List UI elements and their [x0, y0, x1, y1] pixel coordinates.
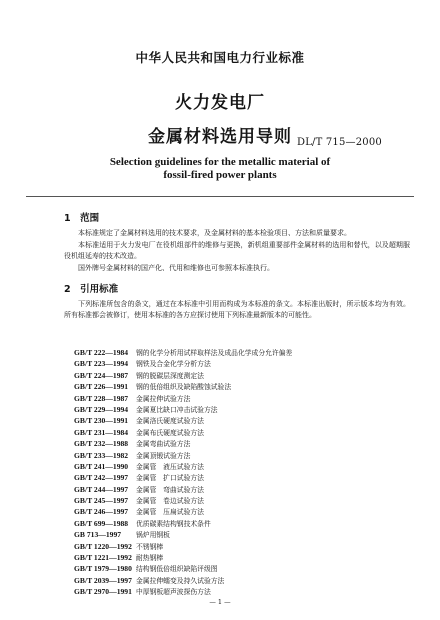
list-item — [74, 370, 292, 381]
standard-number: GB/T 245—1997 — [74, 496, 129, 506]
standard-name: 金属布氏硬度试验方法 — [136, 428, 204, 437]
standard-number: GB/T 241—1990 — [74, 461, 129, 471]
standard-number: GB/T 228—1987 — [74, 393, 129, 403]
list-item — [74, 586, 292, 597]
document-title: 火力发电厂 — [175, 93, 265, 113]
standard-number: GB/T 242—1997 — [74, 473, 129, 483]
list-item — [74, 427, 292, 438]
standard-number: GB/T 2039—1997 — [74, 575, 132, 585]
standard-number: GB/T 2970—1991 — [74, 587, 132, 597]
standard-number: GB/T 230—1991 — [74, 416, 129, 426]
standard-name: 金属管 卷边试验方法 — [136, 497, 204, 506]
section-heading-scope: 1 范围 — [64, 213, 100, 224]
list-item — [74, 438, 292, 449]
standard-name: 钢的低倍组织及缺陷酸蚀试验法 — [136, 383, 232, 392]
standard-name: 锅炉用钢板 — [136, 531, 170, 540]
standard-number: GB/T 223—1994 — [74, 359, 129, 369]
document-subtitle: 金属材料选用导则 — [148, 127, 292, 147]
list-item — [74, 415, 292, 426]
standard-name: 金属夏比缺口冲击试验方法 — [136, 405, 218, 414]
standard-name: 中厚钢板超声波探伤方法 — [136, 588, 211, 597]
paragraph: 国外牌号金属材料的国产化、代用和维修也可参照本标准执行。 — [78, 264, 274, 272]
list-item — [74, 484, 292, 495]
list-item — [74, 358, 292, 369]
standard-number: GB/T 244—1997 — [74, 484, 129, 494]
standard-name: 金属管 弯曲试验方法 — [136, 485, 204, 494]
standard-number: GB/T 224—1987 — [74, 370, 129, 380]
standard-number: GB/T 232—1988 — [74, 439, 129, 449]
list-item — [74, 472, 292, 483]
list-item — [74, 381, 292, 392]
list-item — [74, 575, 292, 586]
reference-list — [74, 347, 292, 598]
standard-number: GB/T 231—1984 — [74, 427, 129, 437]
list-item — [74, 495, 292, 506]
standard-name: 钢铁及合金化学分析方法 — [136, 360, 211, 369]
standard-name: 结构钢低倍组织缺陷评级图 — [136, 565, 218, 574]
divider-rule — [26, 196, 414, 197]
standard-name: 不锈钢棒 — [136, 542, 164, 551]
standard-name: 金属管 压扁试验方法 — [136, 508, 204, 517]
standard-number: GB/T 246—1997 — [74, 507, 129, 517]
standard-code: DL/T 715—2000 — [296, 137, 382, 148]
standard-name: 金属管 液压试验方法 — [136, 462, 204, 471]
list-item — [74, 541, 292, 552]
list-item — [74, 450, 292, 461]
section-heading-references: 2 引用标准 — [64, 284, 119, 295]
english-title — [0, 156, 440, 182]
list-item — [74, 404, 292, 415]
standard-name: 优质碳素结构钢技术条件 — [136, 519, 211, 528]
list-item — [74, 347, 292, 358]
english-title-line-2: fossil-fired power plants — [163, 169, 277, 181]
paragraph: 本标准适用于火力发电厂在役机组部件的维修与更换，新机组重要部件金属材料的选用和替代，以及超期服役机组延寿的技术改造。 — [64, 241, 410, 260]
list-item — [74, 393, 292, 404]
standard-number: GB/T 699—1988 — [74, 518, 129, 528]
list-item — [74, 506, 292, 517]
standard-name: 耐热钢棒 — [136, 554, 164, 563]
standard-name: 金属管 扩口试验方法 — [136, 474, 204, 483]
standard-number: GB/T 229—1994 — [74, 404, 129, 414]
list-item — [74, 563, 292, 574]
standard-name: 金属洛氏硬度试验方法 — [136, 417, 204, 426]
standard-number: GB/T 233—1982 — [74, 450, 129, 460]
standard-number: GB/T 1221—1992 — [74, 553, 132, 563]
english-title-line-1: Selection guidelines for the metallic material of — [109, 156, 331, 168]
page-number: — 1 — — [209, 598, 231, 606]
standard-name: 金属拉伸试验方法 — [136, 394, 191, 403]
paragraph: 下列标准所包含的条文，通过在本标准中引用而构成为本标准的条文。本标准出版时，所示版本均为有效。所有标准都会被修订，使用本标准的各方应探讨使用下列标准最新版本的可能性。 — [64, 300, 410, 319]
list-item — [74, 518, 292, 529]
standard-name: 金属拉伸蠕变及持久试验方法 — [136, 576, 225, 585]
standard-name: 钢的脱碳层深度测定法 — [136, 371, 204, 380]
paragraph: 本标准规定了金属材料选用的技术要求，及金属材料的基本检验项目、方法和质量要求。 — [78, 229, 351, 237]
standard-name: 金属弯曲试验方法 — [136, 440, 191, 449]
list-item — [74, 529, 292, 540]
list-item — [74, 552, 292, 563]
standard-name: 钢的化学分析用试样取样法及成品化学成分允许偏差 — [136, 349, 293, 357]
standard-number: GB 713—1997 — [74, 530, 122, 540]
standard-name: 金属顶锻试验方法 — [136, 451, 191, 460]
list-item — [74, 461, 292, 472]
industry-standard-header: 中华人民共和国电力行业标准 — [135, 50, 305, 65]
standard-number: GB/T 226—1991 — [74, 382, 129, 392]
standard-number: GB/T 1979—1980 — [74, 564, 132, 574]
standard-number: GB/T 1220—1992 — [74, 541, 132, 551]
standard-number: GB/T 222—1984 — [74, 348, 129, 357]
